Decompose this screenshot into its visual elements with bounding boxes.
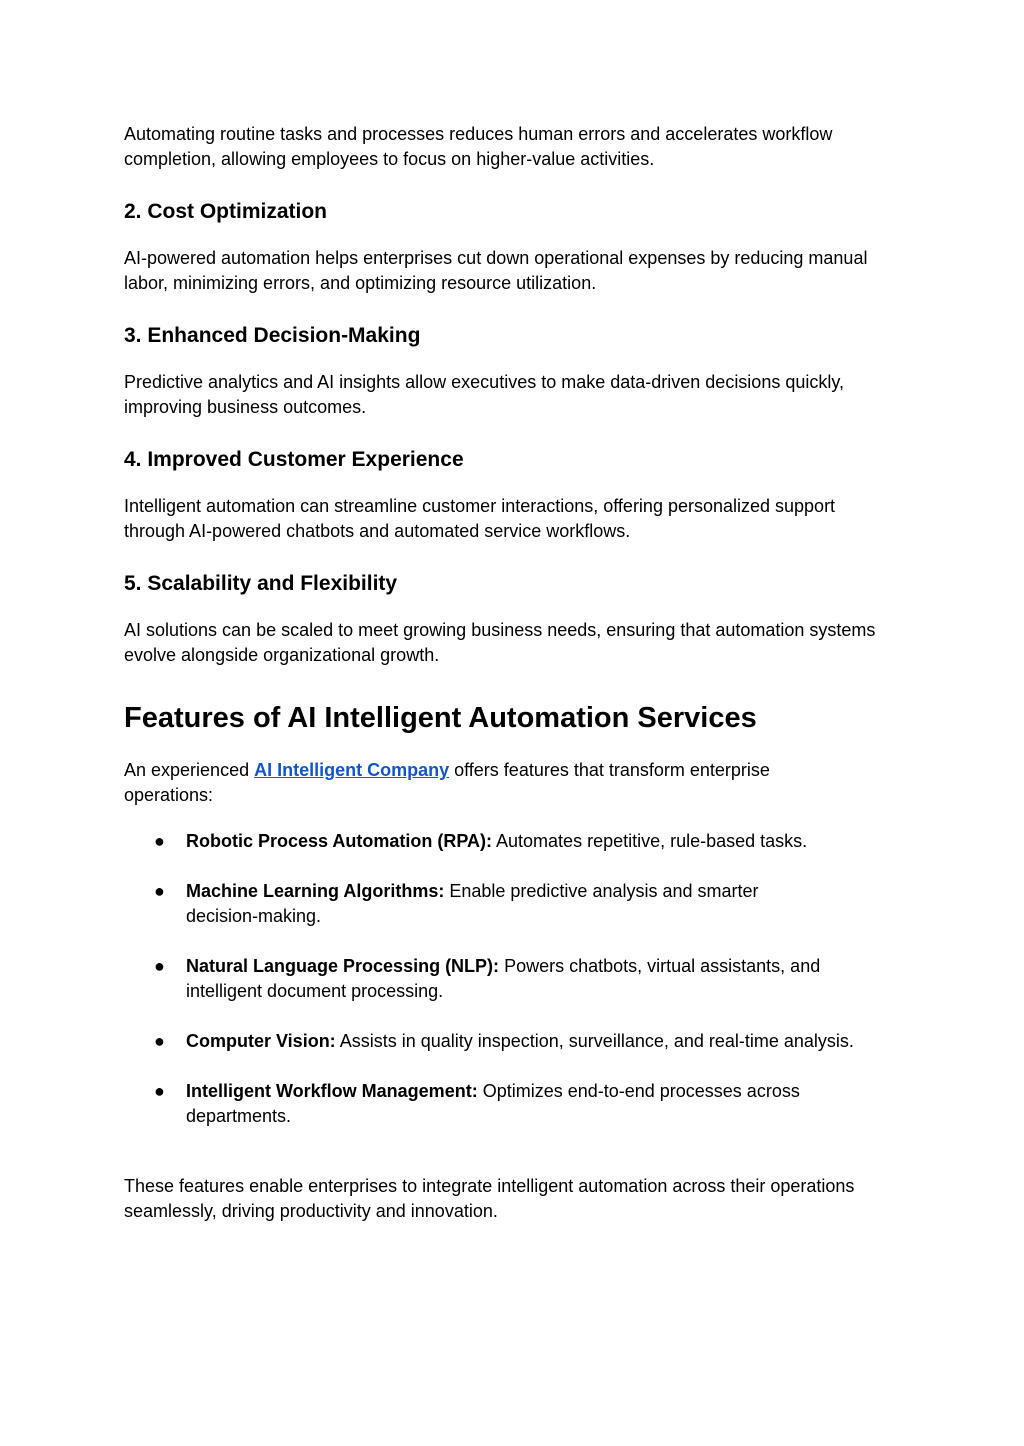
section-heading-customer: 4. Improved Customer Experience xyxy=(124,448,464,471)
section-heading-cost: 2. Cost Optimization xyxy=(124,200,328,223)
list-item xyxy=(154,1029,906,1054)
bullet-icon: ● xyxy=(154,1031,165,1051)
features-heading: Features of AI Intelligent Automation Services xyxy=(124,702,757,734)
list-item-term: Robotic Process Automation (RPA): xyxy=(186,831,493,851)
section-heading-scalability: 5. Scalability and Flexibility xyxy=(124,572,398,595)
intro-paragraph: Automating routine tasks and processes reduces human errors and accelerates workflow completion, allowing employees to focus on higher-value activities. xyxy=(124,124,833,169)
ai-intelligent-company-link[interactable]: AI Intelligent Company xyxy=(254,760,450,780)
list-item xyxy=(154,1079,846,1129)
section-body-cost: AI-powered automation helps enterprises cut down operational expenses by reducing manual labor, minimizing errors, and optimizing resource utilization. xyxy=(124,248,868,293)
bullet-icon: ● xyxy=(154,881,165,901)
list-item-desc: Powers chatbots, virtual assistants, and intelligent document processing. xyxy=(186,956,821,1001)
bullet-icon: ● xyxy=(154,956,165,976)
section-heading-decision: 3. Enhanced Decision-Making xyxy=(124,324,421,347)
features-intro-after: offers features that transform enterprise operations: xyxy=(124,760,770,805)
features-intro xyxy=(124,758,824,808)
list-item-term: Natural Language Processing (NLP): xyxy=(186,956,500,976)
list-item-term: Machine Learning Algorithms: xyxy=(186,881,445,901)
list-item-desc: Optimizes end-to-end processes across departments. xyxy=(186,1081,800,1126)
section-body-customer: Intelligent automation can streamline customer interactions, offering personalized support through AI-powered chatbots and automated service workflows. xyxy=(124,496,836,541)
list-item-desc: Enable predictive analysis and smarter decision-making. xyxy=(186,881,759,926)
features-intro-before: An experienced xyxy=(124,760,255,780)
section-body-decision: Predictive analytics and AI insights allow executives to make data-driven decisions quickly, improving business outcomes. xyxy=(124,372,845,417)
list-item-term: Computer Vision: xyxy=(186,1031,336,1051)
list-item-desc: Assists in quality inspection, surveillance, and real-time analysis. xyxy=(335,1031,854,1051)
list-item xyxy=(154,954,866,1004)
features-closing: These features enable enterprises to integrate intelligent automation across their operations seamlessly, driving productivity and innovation. xyxy=(124,1176,855,1221)
bullet-icon: ● xyxy=(154,831,165,851)
bullet-icon: ● xyxy=(154,1081,165,1101)
list-item xyxy=(154,879,806,929)
list-item-term: Intelligent Workflow Management: xyxy=(186,1081,478,1101)
list-item xyxy=(154,829,896,854)
list-item-desc: Automates repetitive, rule-based tasks. xyxy=(492,831,808,851)
section-body-scalability: AI solutions can be scaled to meet growing business needs, ensuring that automation systems evolve alongside organizational growth. xyxy=(124,620,876,665)
